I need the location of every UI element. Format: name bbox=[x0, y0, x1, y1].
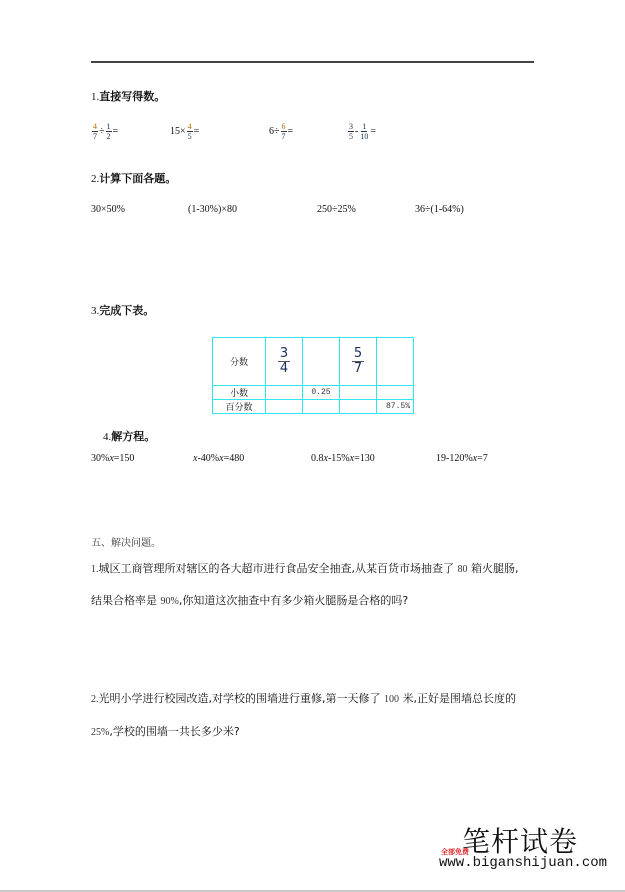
section2-title: 2.计算下面各题。 bbox=[91, 172, 177, 185]
table-cell: 0.25 bbox=[303, 386, 340, 400]
table-cell bbox=[303, 338, 340, 386]
table-cell bbox=[340, 400, 377, 414]
table-cell bbox=[266, 400, 303, 414]
s2-item-4: 36÷(1-64%) bbox=[415, 204, 464, 215]
fraction: $\frac{1}{2}$ bbox=[106, 122, 111, 141]
row-label: 百分数 bbox=[213, 400, 266, 414]
s1-item-2: 15× $\frac{4}{5}$ = bbox=[170, 122, 200, 141]
s4-item-4: 19-120%x=7 bbox=[436, 453, 488, 464]
s4-item-2: x-40%x=480 bbox=[193, 453, 245, 464]
conversion-table bbox=[212, 337, 414, 414]
s1-item-3: 6÷ $\frac{6}{7}$ = bbox=[269, 122, 294, 141]
table-row-percent bbox=[213, 400, 414, 414]
s2-item-1: 30×50% bbox=[91, 204, 125, 215]
row-label: 小数 bbox=[213, 386, 266, 400]
table-cell: 87.5% bbox=[377, 400, 414, 414]
fraction: $\frac{3}{5}$ bbox=[349, 122, 353, 141]
section1-title bbox=[91, 88, 165, 104]
s4-item-3: 0.8x-15%x=130 bbox=[311, 453, 375, 464]
row-label: 分数 bbox=[213, 338, 266, 386]
problem-2-line-1: 2.光明小学进行校园改造,对学校的围墙进行重修,第一天修了 100 米,正好是围墙总长度的 bbox=[91, 692, 516, 705]
section3-title: 3.完成下表。 bbox=[91, 304, 155, 317]
table-row-fraction bbox=[213, 338, 414, 386]
watermark-url: www.biganshijuan.com bbox=[439, 855, 608, 871]
table-row-decimal bbox=[213, 386, 414, 400]
problem-1-line-1: 1.城区工商管理所对辖区的各大超市进行食品安全抽查,从某百货市场抽查了 80 箱火腿肠, bbox=[91, 562, 519, 575]
s2-item-3: 250÷25% bbox=[317, 204, 356, 215]
s1-item-1: $\frac{4}{7}$ ÷ $\frac{1}{2}$ = bbox=[93, 122, 119, 141]
section1-number: 1. bbox=[91, 91, 100, 103]
problem-2-line-2: 25%,学校的围墙一共长多少米? bbox=[91, 725, 240, 738]
section1-title-text: 直接写得数。 bbox=[99, 90, 166, 103]
section5-title: 五、解决问题。 bbox=[91, 538, 161, 549]
watermark-title: 笔杆试卷 bbox=[462, 825, 579, 858]
watermark-free-label: 全部免费 bbox=[441, 848, 469, 856]
header-rule bbox=[91, 61, 534, 63]
problem-1-line-2: 结果合格率是 90%,你知道这次抽查中有多少箱火腿肠是合格的吗? bbox=[91, 594, 409, 607]
s4-item-1: 30%x=150 bbox=[91, 453, 135, 464]
fraction: $\frac{4}{7}$ bbox=[93, 122, 97, 141]
table-cell: $\frac{5}{7}$ bbox=[340, 338, 377, 386]
s1-item-4: $\frac{3}{5}$ - $\frac{1}{10}$ = bbox=[349, 122, 376, 141]
table-cell bbox=[377, 338, 414, 386]
table-cell bbox=[340, 386, 377, 400]
table-cell bbox=[266, 386, 303, 400]
fraction: $\frac{4}{5}$ bbox=[187, 122, 192, 141]
s2-item-2: (1-30%)×80 bbox=[188, 204, 237, 215]
fraction: $\frac{6}{7}$ bbox=[281, 122, 286, 141]
table-cell bbox=[303, 400, 340, 414]
table-cell bbox=[377, 386, 414, 400]
fraction: $\frac{1}{10}$ bbox=[360, 122, 369, 141]
table-cell: $\frac{3}{4}$ bbox=[266, 338, 303, 386]
section4-title: 4.解方程。 bbox=[103, 430, 156, 443]
